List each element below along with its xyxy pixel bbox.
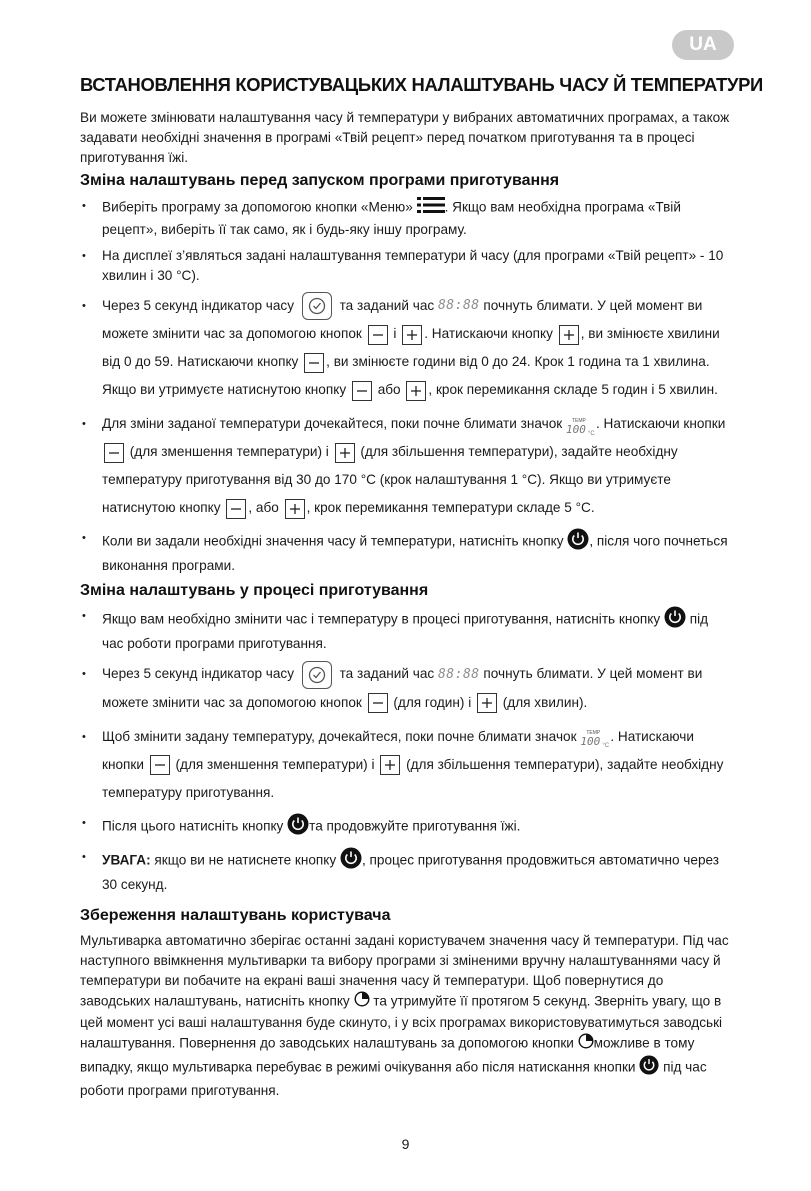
warning-label: УВАГА: (102, 852, 151, 868)
minus-icon (352, 381, 372, 401)
list-item: • Виберіть програму за допомогою кнопки «Меню» . Якщо вам необхідна програма «Твій рецепт», виберіть її так само, як і будь-яку іншу програму. (80, 196, 732, 240)
plus-icon (335, 443, 355, 463)
section2-heading: Зміна налаштувань у процесі приготування (80, 582, 429, 600)
list-item: • Для зміни заданої температури дочекайтеся, поки почне блимати значок TEMP 100 °C . Натискаючи кнопки (для зменшення температури) і (для збільшення температури), задайте необхідну температуру приготування від 30 до 170 °С (крок налаштування 1 °С). Якщо ви утримуєте натиснутою кнопку , або , крок перемикання температури складе 5 °С. (80, 410, 732, 522)
start-button-icon (340, 847, 362, 875)
minus-icon (150, 755, 170, 775)
list-item: • УВАГА: якщо ви не натиснете кнопку , процес приготування продовжиться автоматично через 30 секунд. (80, 847, 732, 895)
time-display: 88:88 (437, 666, 480, 682)
language-badge: UA (672, 30, 734, 60)
section2-list (80, 606, 732, 894)
clock-icon (302, 292, 332, 320)
page-title: ВСТАНОВЛЕННЯ КОРИСТУВАЦЬКИХ НАЛАШТУВАНЬ ЧАСУ Й ТЕМПЕРАТУРИ (80, 74, 763, 95)
minus-icon (368, 693, 388, 713)
list-item: • Через 5 секунд індикатор часу та заданий час 88:88 почнуть блимати. У цей момент ви можете змінити час за допомогою кнопок і . Натискаючи кнопку , ви змінюєте хвилини від 0 до 59. Натискаючи кнопку , ви змінюєте години від 0 до 24. Крок 1 година та 1 хвилина. Якщо ви утримуєте натиснутою кнопку або , крок перемикання складе 5 годин і 5 хвилин. (80, 292, 732, 404)
minus-icon (304, 353, 324, 373)
page-content (80, 74, 763, 1101)
start-button-icon (567, 528, 589, 556)
list-item: • Якщо вам необхідно змінити час і температуру в процесі приготування, натисніть кнопку під час роботи програми приготування. (80, 606, 732, 654)
clock-icon (302, 661, 332, 689)
list-item: • На дисплеї з’являться задані налаштування температури й часу (для програми «Твій рецепт» - 10 хвилин і 30 °С). (80, 246, 732, 286)
plus-icon (285, 499, 305, 519)
plus-icon (380, 755, 400, 775)
start-button-icon (287, 813, 309, 841)
intro-paragraph: Ви можете змінювати налаштування часу й температури у вибраних автоматичних програмах, а також задавати необхідні значення в програмі «Твій рецепт» перед початком приготування та в процесі приготування їжі. (80, 110, 730, 165)
minus-icon (226, 499, 246, 519)
section1-heading: Зміна налаштувань перед запуском програми приготування (80, 172, 560, 189)
minus-icon (104, 443, 124, 463)
time-display: 88:88 (437, 298, 480, 314)
temperature-icon: TEMP 100 °C (580, 730, 610, 750)
plus-icon (477, 693, 497, 713)
plus-icon (406, 381, 426, 401)
list-item: • Через 5 секунд індикатор часу та заданий час 88:88 почнуть блимати. У цей момент ви можете змінити час за допомогою кнопок (для годин) і (для хвилин). (80, 660, 732, 716)
start-button-icon (664, 606, 686, 634)
list-item: • Коли ви задали необхідні значення часу й температури, натисніть кнопку , після чого почнеться виконання програми. (80, 528, 732, 576)
start-button-icon (639, 1055, 659, 1081)
section3-heading: Збереження налаштувань користувача (80, 906, 391, 924)
list-item: • Після цього натисніть кнопку та продовжуйте приготування їжі. (80, 813, 732, 841)
temperature-icon: TEMP 100 °C (565, 417, 595, 437)
section3-paragraph: Мультиварка автоматично зберігає останні задані користувачем значення часу й температури. Під час наступного ввімкнення мультиварки та вибору програми зі зміненими вручну налаштуваннями часу й температури ви побачите на екрані ваші значення часу й температури. Щоб повернутися до заводських налаштувань, натисніть кнопку та утримуйте її протягом 5 секунд. Зверніть увагу, що в цей момент усі ваші налаштування буде скинуто, і у всіх програмах використовуватимуться заводські налаштування. Повернення до заводських налаштувань за допомогою кнопки можливе в тому випадку, якщо мультиварка перебуває в режимі очікування або після натискання кнопки під час роботи програми приготування. (80, 932, 729, 1098)
plus-icon (402, 325, 422, 345)
menu-icon (417, 196, 445, 220)
section1-list (80, 196, 732, 576)
minus-icon (368, 325, 388, 345)
page-number: 9 (401, 1136, 410, 1152)
plus-icon (559, 325, 579, 345)
reset-icon (354, 991, 370, 1013)
reset-icon (578, 1033, 594, 1055)
list-item: • Щоб змінити задану температуру, дочекайтеся, поки почне блимати значок TEMP 100 °C . Натискаючи кнопки (для зменшення температури) і (для збільшення температури), задайте необхідну температуру приготування. (80, 723, 732, 807)
